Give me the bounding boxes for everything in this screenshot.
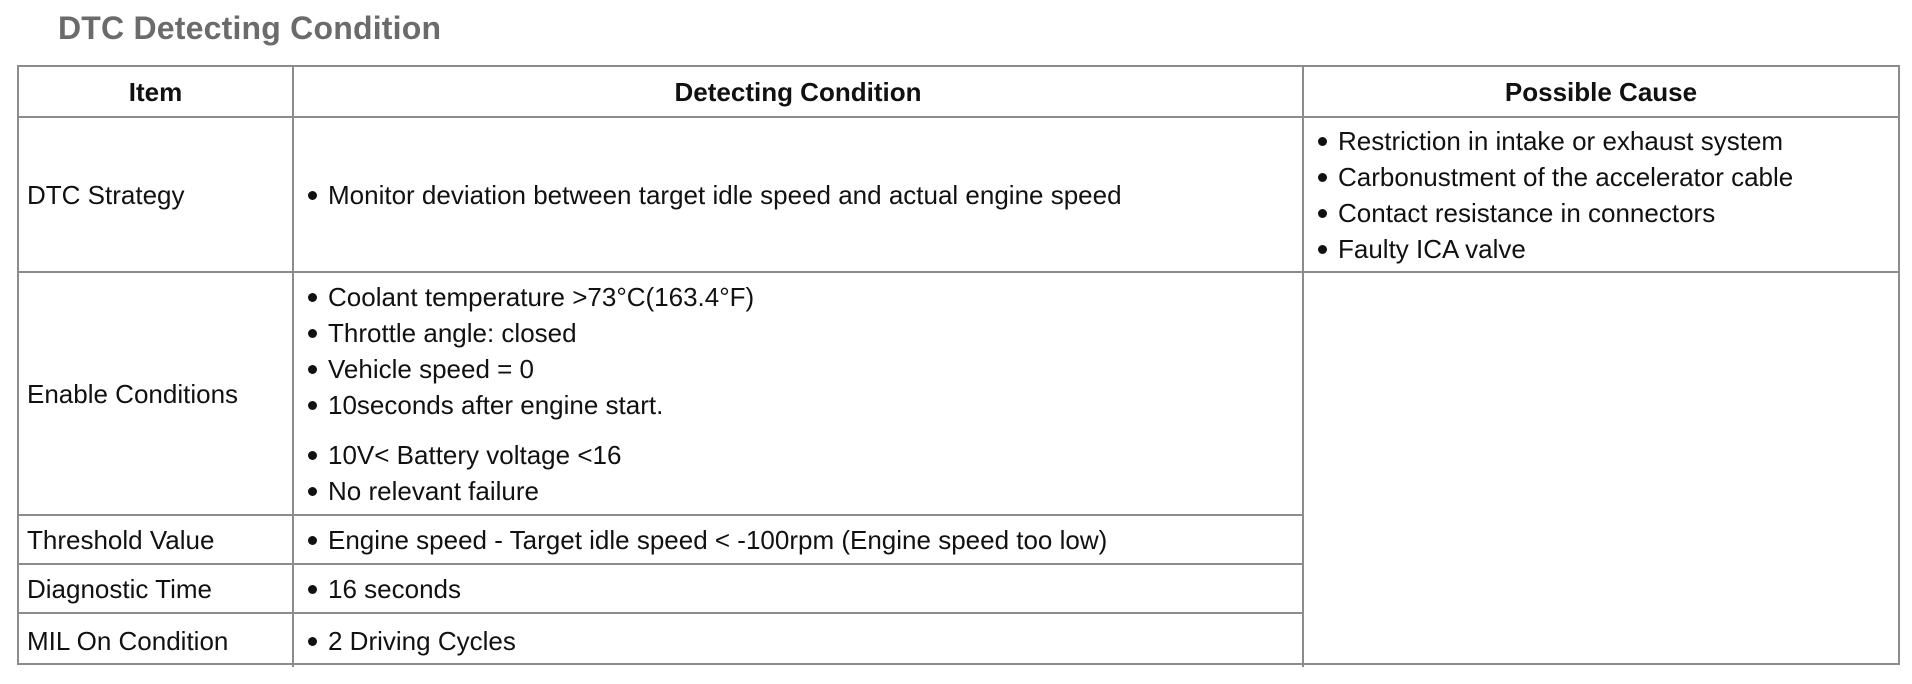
cause-bullet: Faulty ICA valve [1312,231,1793,267]
row-condition-enable-conditions [294,273,1304,516]
row-item-diagnostic-time: Diagnostic Time [19,565,294,614]
row-condition-threshold-value [294,516,1304,565]
header-possible-cause: Possible Cause [1304,67,1898,118]
dtc-table [17,65,1900,665]
condition-bullet: Coolant temperature >73°C(163.4°F) [302,279,754,315]
condition-bullet: No relevant failure [302,473,754,509]
condition-bullet: Throttle angle: closed [302,315,754,351]
page-title: DTC Detecting Condition [58,10,442,46]
row-condition-dtc-strategy [294,118,1304,273]
condition-bullet: Vehicle speed = 0 [302,351,754,387]
possible-cause-empty [1304,273,1898,667]
header-detecting-condition: Detecting Condition [294,67,1304,118]
cause-bullet: Restriction in intake or exhaust system [1312,123,1793,159]
condition-bullet: Monitor deviation between target idle speed and actual engine speed [302,177,1122,213]
condition-bullet: Engine speed - Target idle speed < -100rpm (Engine speed too low) [302,522,1107,558]
row-item-threshold-value: Threshold Value [19,516,294,565]
cause-bullet: Carbonustment of the accelerator cable [1312,159,1793,195]
condition-bullet: 10seconds after engine start. [302,387,754,423]
cause-bullet: Contact resistance in connectors [1312,195,1793,231]
condition-bullet: 16 seconds [302,571,461,607]
row-item-enable-conditions: Enable Conditions [19,273,294,516]
condition-bullet: 2 Driving Cycles [302,623,516,659]
row-condition-mil-on-condition [294,614,1304,667]
row-condition-diagnostic-time [294,565,1304,614]
possible-cause-cell [1304,118,1898,273]
row-item-dtc-strategy: DTC Strategy [19,118,294,273]
row-item-mil-on-condition: MIL On Condition [19,614,294,667]
header-item: Item [19,67,294,118]
condition-bullet: 10V< Battery voltage <16 [302,437,754,473]
